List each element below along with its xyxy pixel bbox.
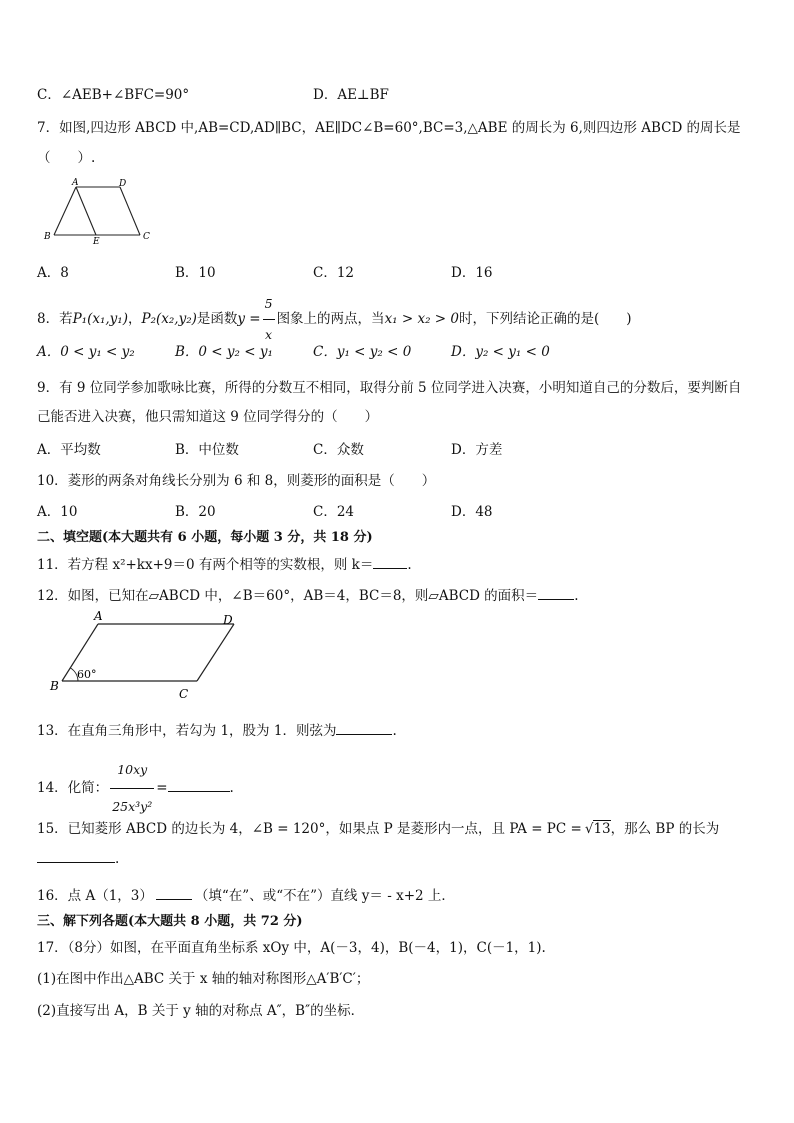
q8-option-d: D．y₂ < y₁ < 0 bbox=[451, 344, 550, 360]
q7-paren: （ ）. bbox=[37, 150, 96, 166]
q11-blank bbox=[373, 568, 407, 569]
q7-figure bbox=[40, 175, 160, 247]
q9-stem-line2: 己能否进入决赛，他只需知道这 9 位同学得分的（ ） bbox=[37, 409, 379, 425]
q8-option-c: C．y₁ < y₂ < 0 bbox=[313, 344, 412, 360]
q9-option-d: D．方差 bbox=[451, 442, 503, 458]
q12-blank bbox=[538, 599, 574, 600]
q11-stem: 11．若方程 x²+kx+9＝0 有两个相等的实数根，则 k＝ . bbox=[37, 557, 412, 573]
q6-option-c: C．∠AEB+∠BFC=90° bbox=[37, 87, 190, 103]
q17-stem: 17．（8分）如图，在平面直角坐标系 xOy 中，A(－3，4)，B(－4，1)，C(－1，1). bbox=[37, 940, 546, 956]
q7-label-d: D bbox=[119, 179, 127, 189]
q7-option-c: C．12 bbox=[313, 265, 355, 281]
q7-option-a: A．8 bbox=[37, 265, 69, 281]
q8-option-b: B．0 < y₂ < y₁ bbox=[175, 344, 273, 360]
q10-option-b: B．20 bbox=[175, 504, 216, 520]
q15-blank bbox=[37, 862, 115, 863]
q12-label-b: B bbox=[50, 679, 59, 693]
q16-blank bbox=[156, 899, 192, 900]
q10-stem: 10．菱形的两条对角线长分别为 6 和 8，则菱形的面积是（ ） bbox=[37, 473, 436, 489]
q7-label-e: E bbox=[93, 237, 100, 247]
q12-figure bbox=[42, 606, 242, 702]
q12-stem: 12．如图，已知在▱ABCD 中，∠B＝60°，AB＝4，BC＝8，则▱ABCD 的面积＝ . bbox=[37, 588, 579, 604]
q9-option-a: A．平均数 bbox=[37, 442, 101, 458]
q12-label-c: C bbox=[179, 687, 189, 701]
q14-stem: 14．化简： $\frac{10xy}{\text{25x³y²}}$ = . bbox=[37, 752, 234, 825]
q6-option-d: D．AE⊥BF bbox=[313, 87, 389, 103]
q12-label-a: A bbox=[94, 609, 103, 623]
section-3-heading: 三、解下列各题(本大题共 8 小题，共 72 分) bbox=[37, 914, 303, 929]
q7-option-d: D．16 bbox=[451, 265, 493, 281]
q7-label-b: B bbox=[44, 232, 51, 242]
q8-fraction: $\frac{5}{x}$ bbox=[263, 289, 275, 350]
q10-option-d: D．48 bbox=[451, 504, 493, 520]
q9-option-b: B．中位数 bbox=[175, 442, 239, 458]
q8-stem: 8．若P₁(x₁,y₁)，P₂(x₂,y₂)是函数y = $\frac{5}{x}$ 图象上的两点，当x₁ > x₂ > 0时，下列结论正确的是( ) bbox=[37, 289, 632, 350]
q9-stem-line1: 9．有 9 位同学参加歌咏比赛，所得的分数互不相同，取得分前 5 位同学进入决赛，小明知道自己的分数后，要判断自 bbox=[37, 380, 742, 396]
q10-option-a: A．10 bbox=[37, 504, 78, 520]
q12-angle-label: 60° bbox=[77, 668, 97, 681]
q9-option-c: C．众数 bbox=[313, 442, 364, 458]
q15-answer-line: . bbox=[37, 851, 119, 867]
q17-sub2: (2)直接写出 A，B 关于 y 轴的对称点 A″，B″的坐标． bbox=[37, 1003, 365, 1019]
q8-option-a: A．0 < y₁ < y₂ bbox=[37, 344, 135, 360]
q17-sub1: (1)在图中作出△ABC 关于 x 轴的轴对称图形△A′B′C′； bbox=[37, 971, 370, 987]
q12-label-d: D bbox=[223, 613, 233, 627]
q16-stem: 16．点 A（1，3） （填“在”、或“不在”）直线 y＝ - x+2 上． bbox=[37, 888, 455, 904]
q13-stem: 13．在直角三角形中，若勾为 1，股为 1．则弦为 . bbox=[37, 723, 397, 739]
q14-fraction: $\frac{10xy}{\text{25x³y²}}$ bbox=[110, 752, 154, 825]
q7-label-c: C bbox=[143, 232, 150, 242]
q14-blank bbox=[168, 791, 230, 792]
section-2-heading: 二、填空题(本大题共有 6 小题，每小题 3 分，共 18 分) bbox=[37, 530, 373, 545]
q7-label-a: A bbox=[72, 178, 79, 188]
q13-blank bbox=[336, 734, 392, 735]
q7-stem: 7．如图,四边形 ABCD 中,AB=CD,AD∥BC，AE∥DC∠B=60°,BC=3,△ABE 的周长为 6,则四边形 ABCD 的周长是 bbox=[37, 120, 741, 136]
q10-option-c: C．24 bbox=[313, 504, 355, 520]
q7-option-b: B．10 bbox=[175, 265, 216, 281]
q15-stem: 15．已知菱形 ABCD 的边长为 4，∠B = 120°，如果点 P 是菱形内一点，且 PA = PC = √13，那么 BP 的长为 bbox=[37, 821, 720, 837]
